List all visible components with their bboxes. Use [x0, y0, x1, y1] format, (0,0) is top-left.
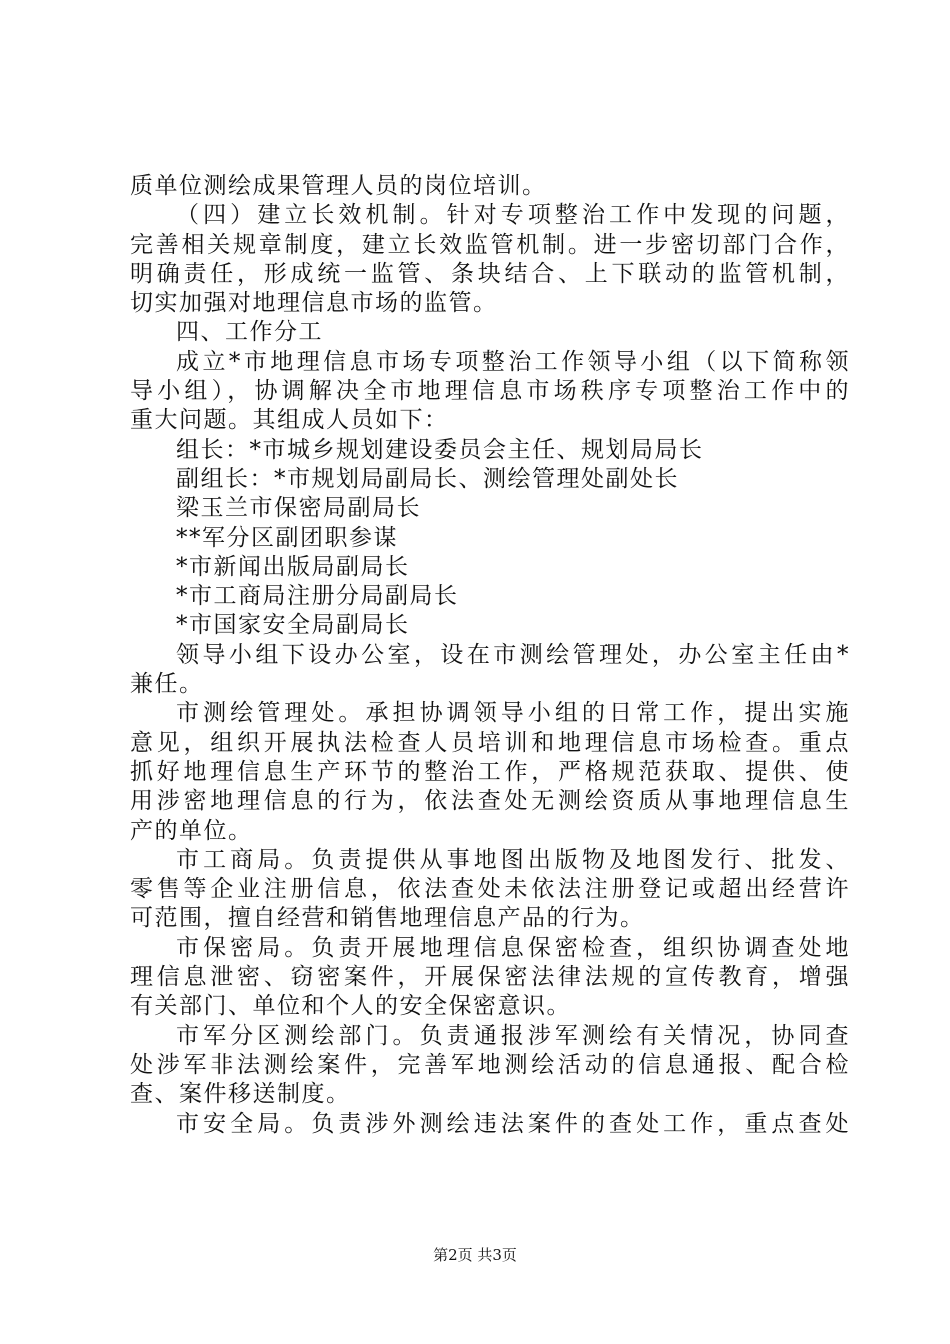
text-line: *市工商局注册分局副局长	[176, 583, 459, 610]
text-line: 市工商局。负责提供从事地图出版物及地图发行、批发、	[176, 846, 850, 873]
text-line: 质单位测绘成果管理人员的岗位培训。	[130, 173, 547, 199]
text-line: 查、案件移送制度。	[130, 1081, 351, 1108]
text-line: *市新闻出版局副局长	[176, 553, 410, 580]
text-line: 切实加强对地理信息市场的监管。	[130, 290, 498, 317]
text-line: 理信息泄密、窃密案件，开展保密法律法规的宣传教育，增强	[130, 964, 850, 991]
text-line: 市安全局。负责涉外测绘违法案件的查处工作，重点查处	[176, 1110, 850, 1137]
text-line: 副组长：*市规划局副局长、测绘管理处副处长	[176, 465, 679, 492]
text-line: 梁玉兰市保密局副局长	[176, 495, 421, 522]
text-line: 可范围，擅自经营和销售地理信息产品的行为。	[130, 905, 645, 932]
page-footer: 第2页 共3页	[433, 1246, 517, 1264]
text-line: 兼任。	[130, 671, 204, 698]
text-line: （四）建立长效机制。针对专项整治工作中发现的问题，	[176, 202, 850, 229]
text-line: 组长：*市城乡规划建设委员会主任、规划局局长	[176, 436, 704, 463]
document-body	[130, 172, 850, 1139]
text-line: 市军分区测绘部门。负责通报涉军测绘有关情况，协同查	[176, 1022, 850, 1049]
text-line: 导小组），协调解决全市地理信息市场秩序专项整治工作中的	[130, 378, 850, 405]
text-line: 明确责任，形成统一监管、条块结合、上下联动的监管机制，	[130, 260, 850, 287]
text-line: 成立*市地理信息市场专项整治工作领导小组（以下简称领	[176, 348, 850, 375]
text-line: 处涉军非法测绘案件，完善军地测绘活动的信息通报、配合检	[130, 1051, 850, 1078]
text-line: **军分区副团职参谋	[176, 524, 398, 551]
text-line: 产的单位。	[130, 817, 253, 844]
text-line: *市国家安全局副局长	[176, 612, 410, 639]
text-line: 有关部门、单位和个人的安全保密意识。	[130, 993, 571, 1020]
text-line: 抓好地理信息生产环节的整治工作，严格规范获取、提供、使	[130, 758, 850, 785]
text-line: 用涉密地理信息的行为，依法查处无测绘资质从事地理信息生	[130, 788, 850, 815]
text-line: 四、工作分工	[176, 319, 323, 346]
text-line: 零售等企业注册信息，依法查处未依法注册登记或超出经营许	[130, 876, 850, 903]
text-line: 意见，组织开展执法检查人员培训和地理信息市场检查。重点	[130, 729, 850, 756]
text-line: 重大问题。其组成人员如下：	[130, 407, 449, 434]
text-line: 市测绘管理处。承担协调领导小组的日常工作，提出实施	[176, 700, 850, 727]
text-line: 领导小组下设办公室，设在市测绘管理处，办公室主任由*	[176, 641, 850, 668]
text-line: 市保密局。负责开展地理信息保密检查，组织协调查处地	[176, 934, 850, 961]
text-line: 完善相关规章制度，建立长效监管机制。进一步密切部门合作，	[130, 231, 850, 258]
